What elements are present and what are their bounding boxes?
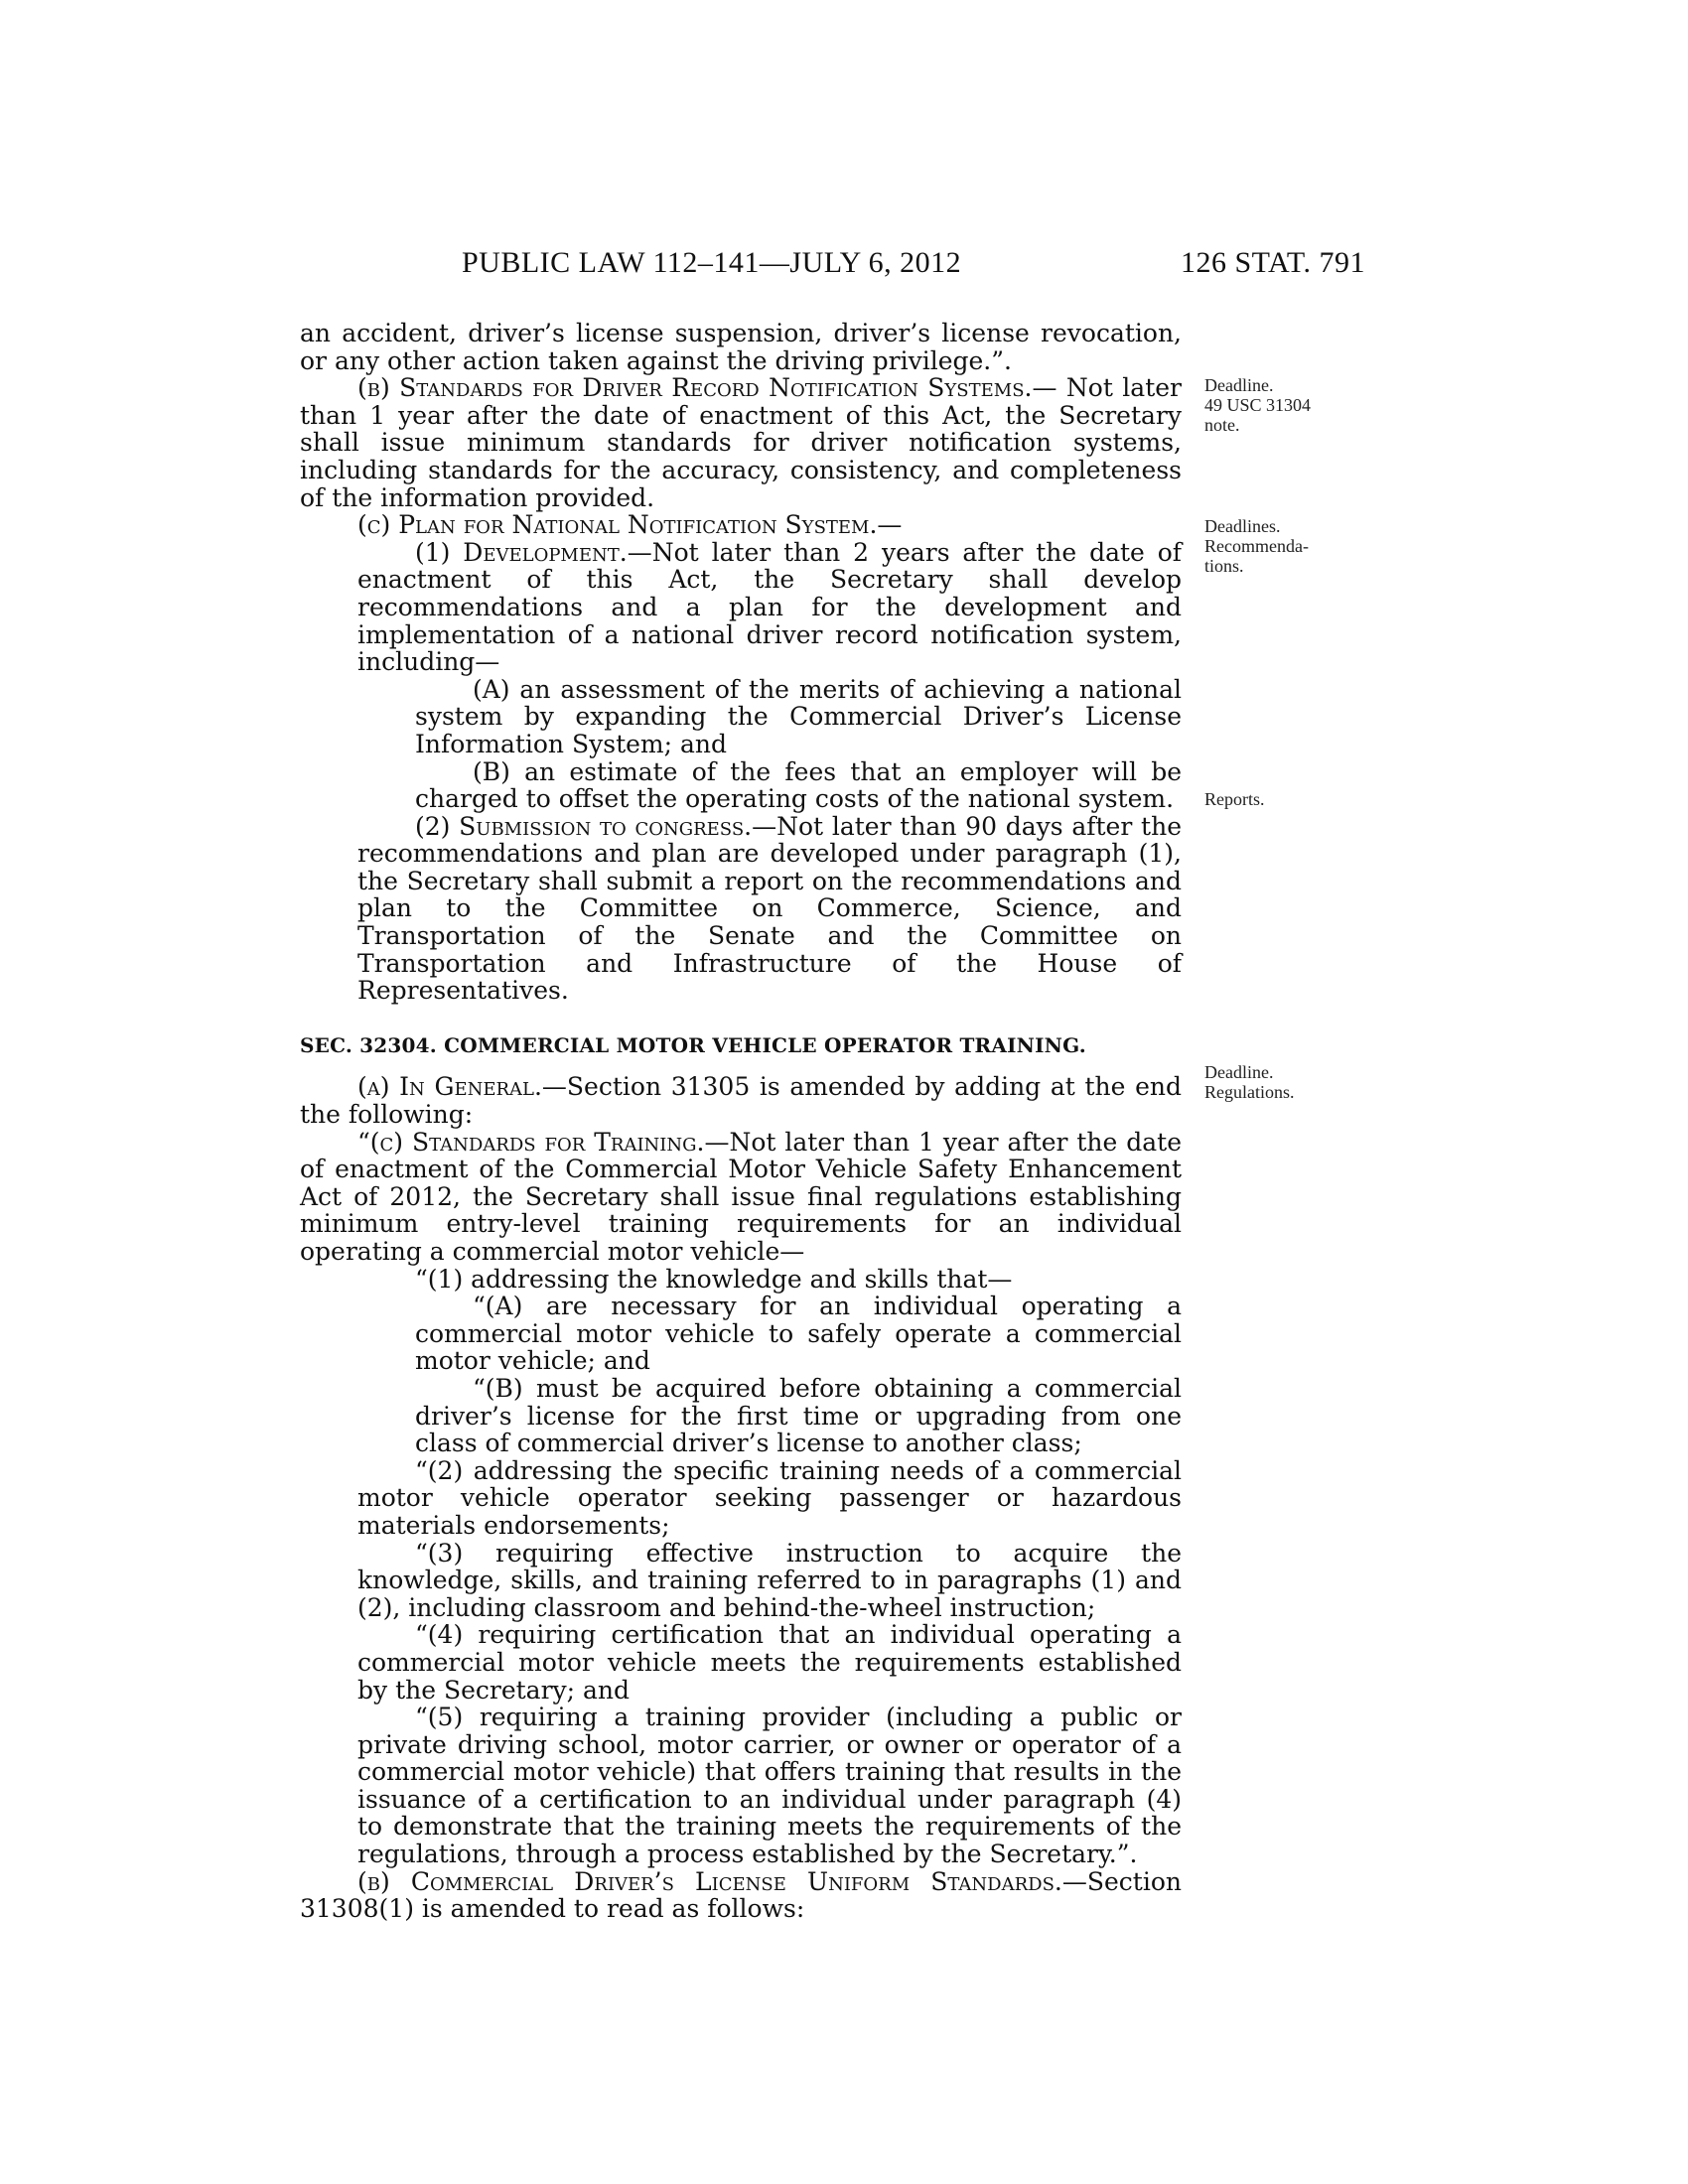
subparagraph-c1b (300, 758, 1182, 813)
quoted-subparagraph-b (300, 1375, 1182, 1457)
margin-note-deadline-usc (1204, 375, 1353, 435)
text: “(2) addressing the specific training needs of a commercial motor vehicle operator seeking passenger or hazardous materials endorsements; (357, 1455, 1182, 1540)
subparagraph-c1a (300, 676, 1182, 758)
text: “(4) requiring certification that an individual operating a commercial motor vehicle meets the requirements established by the Secretary; and (357, 1620, 1182, 1705)
statute-page-number: 126 STAT. 791 (1180, 246, 1365, 279)
subsection-heading: (c) Plan for National Notification System.— (357, 510, 903, 540)
margin-note-reports (1204, 789, 1353, 809)
subsection-heading: (b) Commercial Driver’s License Uniform Standards.— (357, 1866, 1087, 1896)
subsection-text: Not later than 1 year after the date of enactment of this Act, the Secretary shall issue minimum standards for driver notification systems, including standards for the accuracy, consistency, and completeness of the information provided. (300, 373, 1183, 512)
note-line: tions. (1204, 556, 1244, 576)
subsection-text: Section 31308(1) is amended to read as follows: (300, 1866, 1182, 1924)
subsection-heading: “(c) Standards for Training.— (357, 1127, 730, 1157)
paragraph-heading: (1) Development.— (415, 537, 652, 567)
text: “(5) requiring a training provider (including a public or private driving school, motor carrier, or owner or operator of a commercial motor vehicle) that offers training that results in the issuance of a certification to an individual under paragraph (4) to demonstrate that the training meets the requirements of the regulations, through a process established by the Secretary.”. (357, 1703, 1182, 1869)
margin-note-regulations (1204, 1062, 1353, 1102)
running-title: PUBLIC LAW 112–141—JULY 6, 2012 (462, 246, 962, 279)
note-line: Deadlines. (1204, 516, 1281, 536)
subsection-heading: (b) Standards for Driver Record Notification Systems.— (357, 373, 1057, 403)
page-header (298, 246, 1365, 286)
paragraph-heading: (2) Submission to congress.— (415, 811, 777, 841)
text: (A) an assessment of the merits of achieving a national system by expanding the Commercial Driver’s License Information System; and (415, 674, 1182, 758)
margin-note-deadlines (1204, 516, 1353, 576)
note-line: note. (1204, 415, 1240, 435)
text: an accident, driver’s license suspension, driver’s license revocation, or any other action taken against the driving privilege.”. (300, 319, 1182, 375)
subsection-b (300, 374, 1182, 511)
subsection-b-cdl (300, 1868, 1182, 1923)
text: “(A) are necessary for an individual operating a commercial motor vehicle to safely operate a commercial motor vehicle; and (415, 1292, 1182, 1376)
subsection-heading: (a) In General.— (357, 1072, 567, 1102)
quoted-paragraph-4 (300, 1621, 1182, 1704)
note-line: Deadline. (1204, 375, 1274, 395)
paragraph-text: Not later than 90 days after the recommendations and plan are developed under paragraph (1), the Secretary shall submit a report on the recommendations and plan to the Committee on Commerce, Science, and Transportation of the Senate and the Committee on Transportation and Infrastructure of the House of Representatives. (357, 811, 1182, 1006)
paragraph-text: Not later than 2 years after the date of enactment of this Act, the Secretary shall develop recommendations and a plan for the development and implementation of a national driver record notification system, including— (357, 537, 1182, 677)
text: “(3) requiring effective instruction to acquire the knowledge, skills, and training referred to in paragraphs (1) and (2), including classroom and behind-the-wheel instruction; (357, 1538, 1182, 1622)
quoted-subsection-c (300, 1129, 1182, 1266)
text: “(B) must be acquired before obtaining a commercial driver’s license for the first time or upgrading from one class of commercial driver’s license to another class; (415, 1373, 1182, 1458)
subsection-text: Not later than 1 year after the date of enactment of the Commercial Motor Vehicle Safety Enhancement Act of 2012, the Secretary shall issue final regulations establishing minimum entry-level training requirements for an individual operating a commercial motor vehicle— (300, 1127, 1182, 1266)
main-text (300, 320, 1182, 1923)
note-line: Reports. (1204, 789, 1265, 809)
paragraph-continuation (300, 320, 1182, 374)
quoted-paragraph-3 (300, 1540, 1182, 1622)
paragraph-c1 (300, 539, 1182, 676)
note-line: Regulations. (1204, 1082, 1295, 1102)
note-line: Deadline. (1204, 1062, 1274, 1082)
subsection-c (300, 511, 1182, 539)
text: “(1) addressing the knowledge and skills that— (415, 1264, 1013, 1294)
text: (B) an estimate of the fees that an employer will be charged to offset the operating costs of the national system. (415, 756, 1182, 814)
quoted-subparagraph-a (300, 1293, 1182, 1375)
subsection-a (300, 1073, 1182, 1128)
quoted-paragraph-2 (300, 1457, 1182, 1540)
note-line: Recommenda- (1204, 536, 1309, 556)
section-heading: SEC. 32304. COMMERCIAL MOTOR VEHICLE OPERATOR TRAINING. (300, 1032, 1086, 1057)
paragraph-c2 (300, 813, 1182, 1005)
quoted-paragraph-5 (300, 1704, 1182, 1868)
quoted-paragraph-1 (300, 1266, 1182, 1294)
subsection-text: Section 31305 is amended by adding at the end the following: (300, 1072, 1182, 1130)
note-line: 49 USC 31304 (1204, 395, 1312, 415)
